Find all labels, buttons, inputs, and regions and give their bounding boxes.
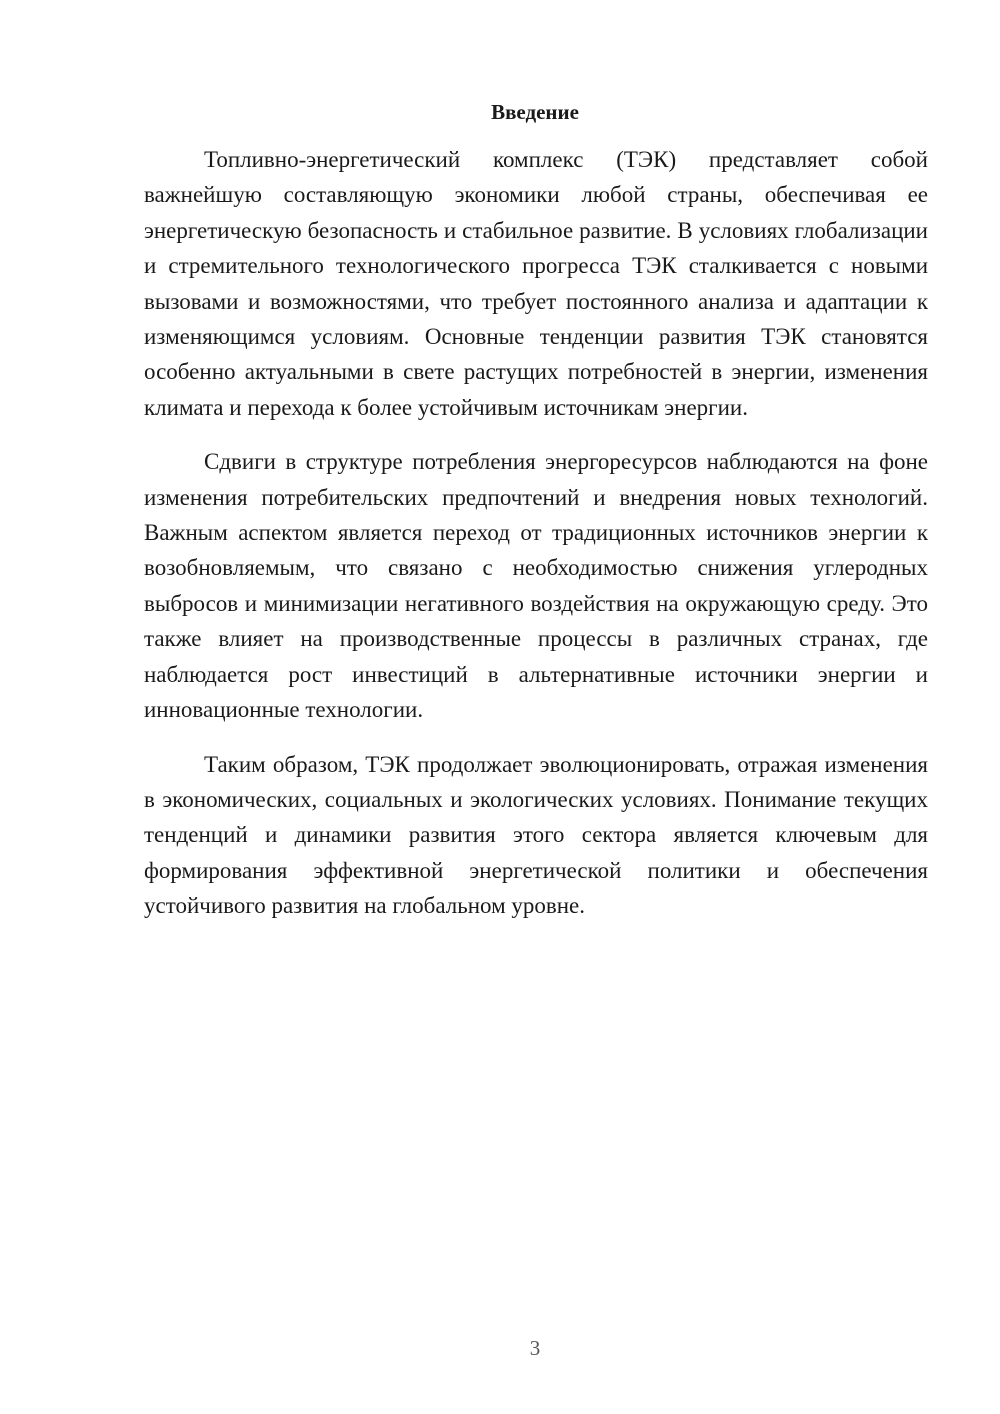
page-number: 3	[529, 1336, 541, 1360]
paragraph-2: Сдвиги в структуре потребления энергоресурсов наблюдаются на фоне изменения потребительских предпочтений и внедрения новых технологий. Важным аспектом является переход от традиционных источников энергии к возобновляемым, что связано с необходимостью снижения углеродных выбросов и минимизации негативного воздействия на окружающую среду. Это также влияет на производственные процессы в различных странах, где наблюдается рост инвестиций в альтернативные источники энергии и инновационные технологии.	[144, 449, 928, 723]
paragraph-1: Топливно-энергетический комплекс (ТЭК) представляет собой важнейшую составляющую экономики любой страны, обеспечивая ее энергетическую безопасность и стабильное развитие. В условиях глобализации и стремительного технологического прогресса ТЭК сталкивается с новыми вызовами и возможностями, что требует постоянного анализа и адаптации к изменяющимся условиям. Основные тенденции развития ТЭК становятся особенно актуальными в свете растущих потребностей в энергии, изменения климата и перехода к более устойчивым источникам энергии.	[144, 147, 928, 420]
paragraph-3: Таким образом, ТЭК продолжает эволюционировать, отражая изменения в экономических, социальных и экологических условиях. Понимание текущих тенденций и динамики развития этого сектора является ключевым для формирования эффективной энергетической политики и обеспечения устойчивого развития на глобальном уровне.	[144, 751, 928, 919]
body-text	[144, 142, 928, 924]
section-heading: Введение	[491, 100, 579, 124]
